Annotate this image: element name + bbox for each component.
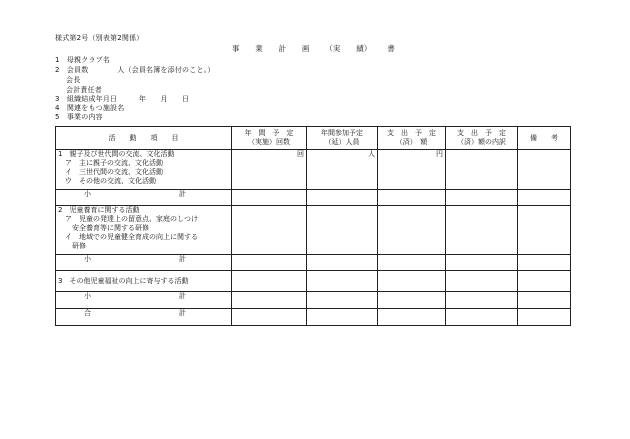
table-row [56,271,571,292]
header-remarks: 備 考 [518,127,571,150]
subtotal-count[interactable] [232,292,307,309]
total-expense[interactable] [378,309,446,326]
total-label: 合 計 [56,309,232,326]
title-char: （実 [325,44,341,53]
subtotal-breakdown[interactable] [446,190,518,206]
form-label: 様式第2号（別表第2関係） [55,34,144,42]
header-expense-breakdown: 支 出 予 定 （済）額の内訳 [446,127,518,150]
total-people[interactable] [307,309,378,326]
title-char: 計 [278,44,287,53]
count-cell[interactable] [232,271,307,292]
title-char: 書 [387,44,395,53]
subtotal-expense[interactable] [378,292,446,309]
title-char: 績） [356,44,372,53]
treasurer-line: 会計責任者 [66,86,102,94]
document-title [232,44,408,53]
chairperson-line: 会長 [66,76,81,84]
activity-plan-table [55,126,571,326]
count-unit[interactable]: 回 [232,150,307,190]
people-cell[interactable] [307,206,378,255]
header-expense: 支 出 予 定 （済） 額 [378,127,446,150]
total-remarks[interactable] [518,309,571,326]
breakdown-cell[interactable] [446,150,518,190]
subtotal-row [56,190,571,206]
related-facility-line: 4 関連をもつ施設名 [55,104,125,112]
section3-items: 3 その他児童福祉の向上に寄与する活動 [56,271,232,292]
founding-date-line: 3 組織結成年月日 年 月 日 [55,95,190,103]
header-activity: 活 動 項 目 [56,127,232,150]
subtotal-remarks[interactable] [518,255,571,271]
total-row [56,309,571,326]
subtotal-row [56,292,571,309]
subtotal-label: 小 計 [56,292,232,309]
subtotal-remarks[interactable] [518,190,571,206]
table-row [56,150,571,190]
total-breakdown[interactable] [446,309,518,326]
subtotal-breakdown[interactable] [446,292,518,309]
subtotal-expense[interactable] [378,190,446,206]
breakdown-cell[interactable] [446,271,518,292]
title-char: 業 [255,44,263,53]
subtotal-count[interactable] [232,190,307,206]
remarks-cell[interactable] [518,271,571,292]
subtotal-breakdown[interactable] [446,255,518,271]
total-count[interactable] [232,309,307,326]
yen-unit[interactable]: 円 [378,150,446,190]
people-cell[interactable] [307,271,378,292]
subtotal-count[interactable] [232,255,307,271]
subtotal-row [56,255,571,271]
count-cell[interactable] [232,206,307,255]
breakdown-cell[interactable] [446,206,518,255]
header-participants: 年間参加予定 （延）人員 [307,127,378,150]
remarks-cell[interactable] [518,150,571,190]
remarks-cell[interactable] [518,206,571,255]
subtotal-people[interactable] [307,190,378,206]
table-row [56,206,571,255]
subtotal-label: 小 計 [56,255,232,271]
table-header-row [56,127,571,150]
subtotal-expense[interactable] [378,255,446,271]
expense-cell[interactable] [378,271,446,292]
title-char: 画 [301,44,310,53]
subtotal-people[interactable] [307,292,378,309]
subtotal-remarks[interactable] [518,292,571,309]
expense-cell[interactable] [378,206,446,255]
subtotal-label: 小 計 [56,190,232,206]
club-name-line: 1 母親クラブ名 [55,56,111,64]
member-count-line: 2 会員数 人（会員名簿を添付のこと。） [55,66,215,74]
subtotal-people[interactable] [307,255,378,271]
people-unit[interactable]: 人 [307,150,378,190]
activity-content-line: 5 事業の内容 [55,113,103,121]
section1-items: 1 親子及び世代間の交流、文化活動 ア 主に親子の交流、文化活動 イ 三世代間の交流、文化活動 ウ その他の交流、文化活動 [56,150,232,190]
title-char: 事 [232,44,240,53]
section2-items: 2 児童養育に関する活動 ア 児童の発達上の留意点、家庭のしつけ 安全養育等に関する研修 イ 地域での児童健全育成の向上に関する 研修 [56,206,232,255]
header-annual-count: 年 間 予 定 （実施）回数 [232,127,307,150]
